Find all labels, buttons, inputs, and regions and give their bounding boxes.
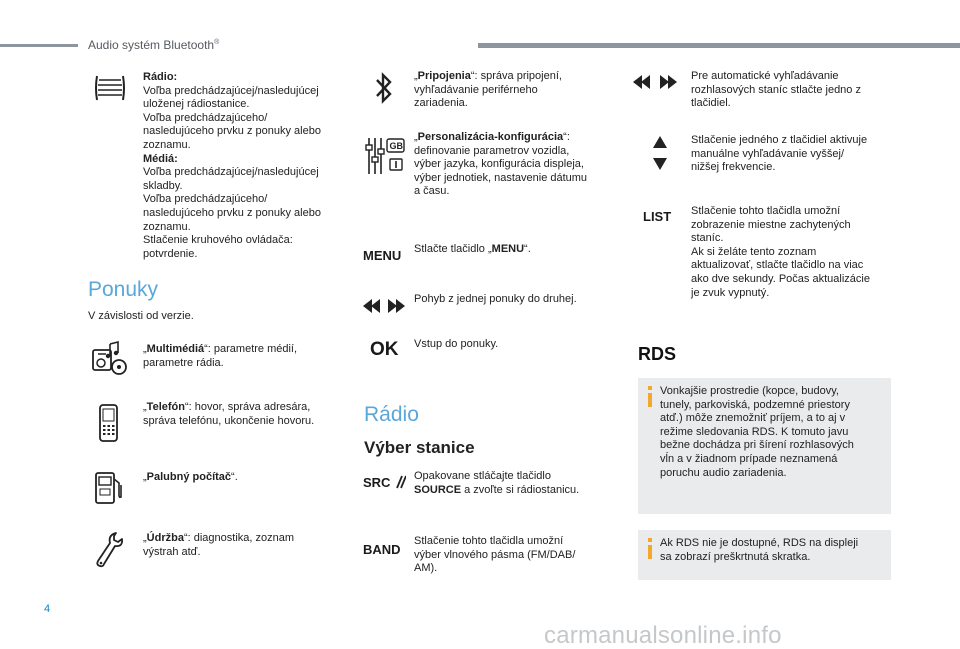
src-description: Opakovane stláčajte tlačidlo SOURCE a zvoľte si rádiostanicu. (414, 470, 580, 496)
dial-lines-icon (92, 72, 128, 104)
header-rule-right (478, 43, 960, 48)
ok-button-icon: OK (370, 339, 399, 360)
watermark: carmanualsonline.info (544, 622, 782, 649)
udrzba-description: „Údržba“: diagnostika, zoznam výstrah atď. (143, 532, 295, 558)
telefon-description: „Telefón“: hovor, správa adresára, správa telefónu, ukončenie hovoru. (143, 401, 315, 427)
src-button-icon: SRC (363, 475, 406, 490)
seek-arrows-icon (632, 72, 678, 92)
registered-mark: ® (214, 39, 220, 46)
rds-title: RDS (638, 344, 677, 364)
manual-search-description: Stlačenie jedného z tlačidiel aktivuje manuálne vyhľadávanie vyššej/ nižšej frekvencie. (691, 134, 868, 174)
info-icon-bar (648, 545, 652, 559)
station-selection-title: Výber stanice (364, 438, 475, 457)
info-box-rds-reception (638, 378, 891, 514)
menu-button-description: Stlačte tlačidlo „MENU“. (414, 243, 531, 255)
arrow-down-icon (652, 156, 668, 172)
info-box-rds-unavailable (638, 530, 891, 580)
fuel-computer-icon (92, 468, 126, 508)
ok-button-description: Vstup do ponuky. (414, 338, 499, 350)
pripojenia-description: „Pripojenia“: správa pripojení, vyhľadávanie periférneho zariadenia. (414, 70, 562, 110)
palubny-description: „Palubný počítač“. (143, 471, 238, 483)
wrench-icon (93, 530, 125, 570)
info-text-rds-reception: Vonkajšie prostredie (kopce, budovy, tunely, parkoviská, podzemné priestory atď.) môže znemožniť príjem, a to aj v režime sledovania RDS. K tomuto javu bežne dochádza pri šírení rozhlasových vĺn a v žiadnom prípade neznamená poruchu audio zariadenia. (660, 385, 854, 479)
arrows-left-right-icon (362, 296, 406, 316)
bluetooth-icon (372, 70, 396, 106)
header-title: Audio systém Bluetooth® (88, 38, 220, 52)
info-icon-dot (648, 538, 652, 542)
arrows-description: Pohyb z jednej ponuky do druhej. (414, 293, 577, 305)
info-icon-dot (648, 386, 652, 390)
auto-search-description: Pre automatické vyhľadávanie rozhlasových staníc stlačte jedno z tlačidiel. (691, 70, 861, 110)
menu-button-icon: MENU (363, 248, 402, 263)
dial-description: Rádio: Voľba predchádzajúcej/nasledujúcej uloženej rádiostanice. Voľba predchádzajúceho/ nasledujúceho prvku z ponuky alebo zoznamu. Médiá: Voľba predchádzajúcej/nasledujúcej skladby. Voľba predchádzajúceho/ nasledujúceho prvku z ponuky alebo zoznamu. Stlačenie kruhového ovládača: potvrdenie. (143, 71, 321, 260)
info-text-rds-unavailable: Ak RDS nie je dostupné, RDS na displeji sa zobrazí preškrtnutá skratka. (660, 537, 859, 563)
multimedia-description: „Multimédiá“: parametre médií, parametre rádia. (143, 343, 298, 369)
band-description: Stlačenie tohto tlačidla umožní výber vlnového pásma (FM/DAB/ AM). (414, 535, 576, 575)
src-slash-icon (394, 475, 406, 489)
header-rule-left (0, 44, 78, 47)
radio-title: Rádio (364, 403, 419, 426)
list-description: Stlačenie tohto tlačidla umožní zobrazenie miestne zachytených staníc. Ak si želáte tento zoznam aktualizovať, stlačte tlačidlo na viac ako dve sekundy. Počas aktualizácie je zvuk vypnutý. (691, 205, 870, 299)
page-number: 4 (44, 603, 51, 615)
svg-text:GB: GB (389, 141, 403, 151)
settings-sliders-icon (364, 135, 406, 177)
menus-intro: V závislosti od verzie. (88, 310, 194, 322)
multimedia-icon (90, 340, 128, 376)
band-button-icon: BAND (363, 542, 401, 557)
list-button-icon: LIST (643, 209, 672, 224)
personalizacia-description: „Personalizácia-konfigurácia“: definovanie parametrov vozidla, výber jazyka, konfigurácia displeja, výber jednotiek, nastavenie dátumu a času. (414, 131, 588, 198)
arrow-up-icon (652, 134, 668, 150)
menus-title: Ponuky (88, 278, 159, 301)
info-icon-bar (648, 393, 652, 407)
phone-icon (96, 402, 122, 444)
